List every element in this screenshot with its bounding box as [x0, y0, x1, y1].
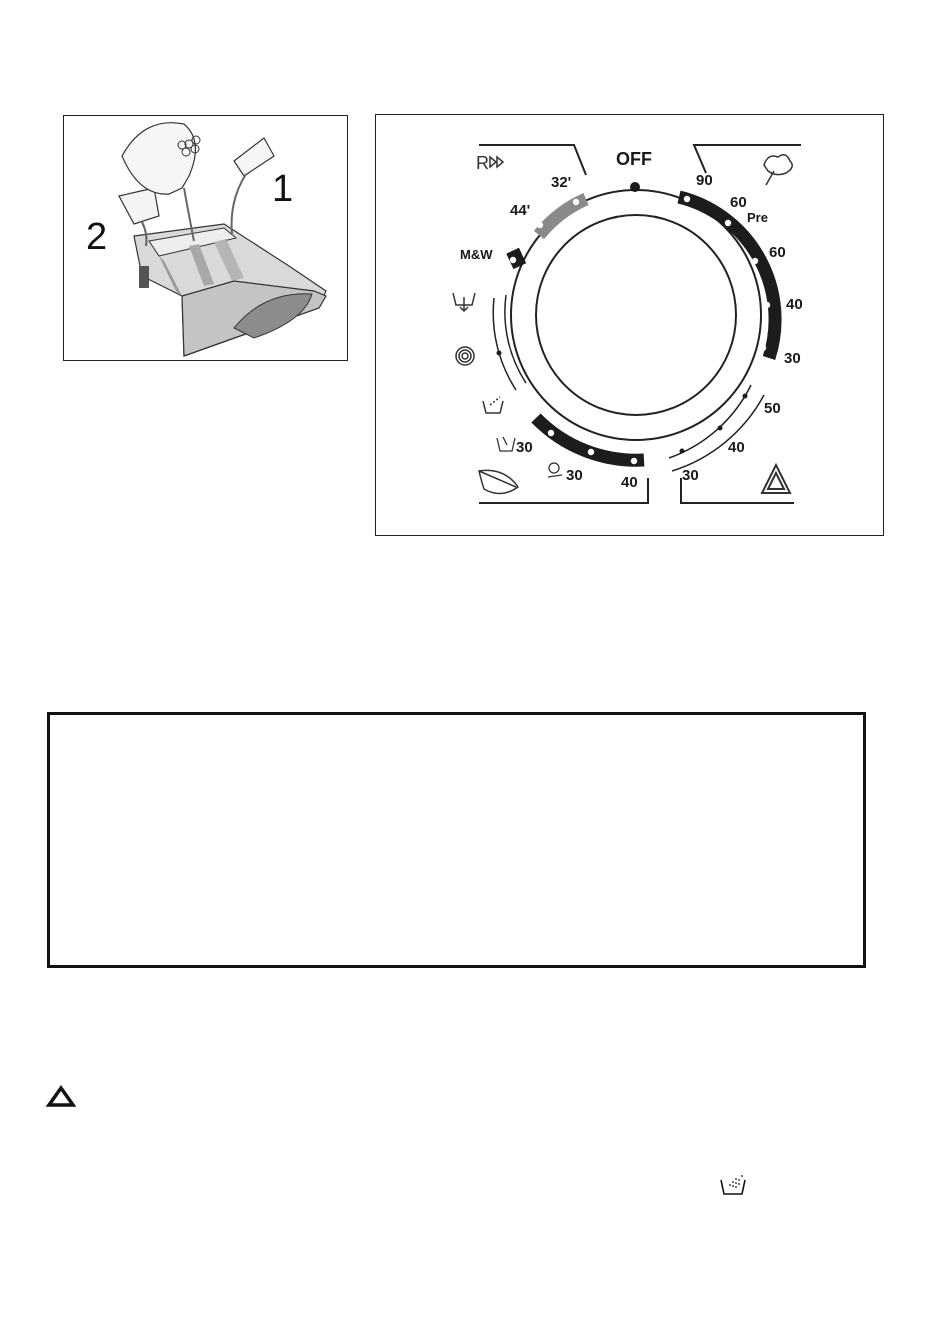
- feather-icon: [479, 470, 518, 493]
- synthetic-triangle-icon: [762, 465, 790, 493]
- mw-band: [506, 248, 526, 269]
- hand-wash-30-label: 30: [516, 439, 533, 456]
- quick-wash-band: [539, 199, 586, 235]
- pre-label: Pre: [747, 210, 768, 225]
- cotton-icon: [764, 155, 792, 185]
- detergent-drawer-figure: [63, 115, 348, 361]
- synthetic-40-label: 40: [728, 439, 745, 456]
- wool-30-label: 30: [566, 467, 583, 484]
- delicate-40-label: 40: [621, 474, 638, 491]
- synthetic-50-label: 50: [764, 400, 781, 417]
- mw-label: M&W: [460, 247, 493, 262]
- quick-32-label: 32': [551, 174, 572, 191]
- rinse-icon: [718, 1170, 748, 1198]
- cotton-60-label: 60: [769, 244, 786, 261]
- warning-triangle-icon: [45, 1085, 77, 1109]
- drain-icon: [453, 293, 475, 311]
- programme-dial-illustration: [376, 115, 883, 535]
- quick-wash-icon: [476, 153, 503, 173]
- quick-44-label: 44': [510, 202, 531, 219]
- svg-text:R: R: [476, 153, 489, 173]
- wool-icon: [548, 463, 562, 477]
- detergent-drawer-illustration: [64, 116, 347, 360]
- synthetic-band: [669, 385, 764, 471]
- dial-knob[interactable]: [536, 215, 736, 415]
- cotton-90-label: 90: [696, 172, 713, 189]
- compartment-label-1: 1: [272, 168, 294, 210]
- programme-dial-figure: [375, 114, 884, 536]
- hand-wash-icon: [497, 437, 515, 451]
- off-indicator: [630, 182, 640, 192]
- compartment-label-2: 2: [86, 216, 108, 258]
- cotton-60pre-label: 60: [730, 194, 747, 211]
- cotton-30-label: 30: [784, 350, 801, 367]
- rinse-spin-band: [493, 295, 526, 390]
- note-box: [47, 712, 866, 968]
- rinse-icon: [483, 397, 503, 413]
- off-label: OFF: [616, 149, 652, 169]
- cotton-40-label: 40: [786, 296, 803, 313]
- synthetic-30-label: 30: [682, 467, 699, 484]
- spin-icon: [456, 347, 474, 365]
